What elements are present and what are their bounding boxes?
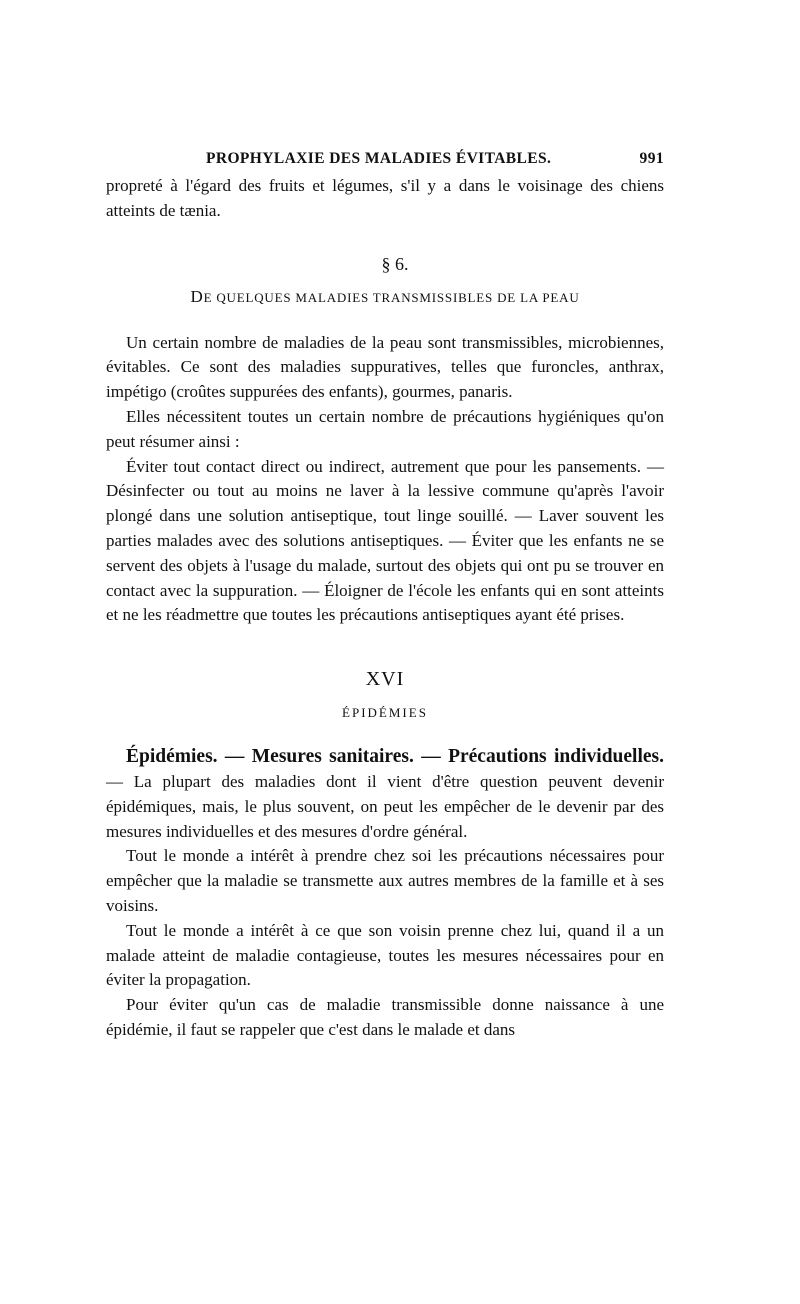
run-in-paragraph xyxy=(106,745,664,844)
running-header xyxy=(106,150,664,174)
running-title: PROPHYLAXIE DES MALADIES ÉVITABLES. xyxy=(206,150,552,167)
book-page xyxy=(106,150,664,1043)
chapter-title: ÉPIDÉMIES xyxy=(342,705,428,721)
run-in-text: — La plupart des maladies dont il vient d'être question peuvent devenir épidémiques, mais, le plus souvent, on peut les empêcher de le devenir par des mesures individuelles et des mesures d'ordre général. xyxy=(106,771,664,841)
section-heading-initial: D xyxy=(190,286,204,306)
paragraph: Tout le monde a intérêt à ce que son voisin prenne chez lui, quand il a un malade atteint de maladie contagieuse, toutes les mesures nécessaires pour en éviter la propagation. xyxy=(106,920,664,990)
page-number: 991 xyxy=(639,150,664,167)
paragraph: Éviter tout contact direct ou indirect, autrement que pour les pansements. — Désinfecter ou tout au moins ne laver à la lessive commune qu'après l'avoir plongé dans une solution antiseptique, tout linge souillé. — Laver souvent les parties malades avec des solutions antiseptiques. — Éviter que les enfants ne se servent des objets à l'usage du malade, surtout des objets qui ont pu se trouver en contact avec la suppuration. — Éloigner de l'école les enfants qui en sont atteints et ne les réadmettre que toutes les précautions antiseptiques ayant été prises. xyxy=(106,456,664,625)
paragraph: Elles nécessitent toutes un certain nombre de précautions hygiéniques qu'on peut résumer ainsi : xyxy=(106,406,664,451)
run-in-heading: Épidémies. — Mesures sanitaires. — Précautions individuelles. xyxy=(126,746,664,768)
continuation-paragraph: propreté à l'égard des fruits et légumes, s'il y a dans le voisinage des chiens atteints de tænia. xyxy=(106,176,664,220)
paragraph: Tout le monde a intérêt à prendre chez soi les précautions nécessaires pour empêcher que la maladie se transmette aux autres membres de la famille et à ses voisins. xyxy=(106,846,664,915)
paragraph: Pour éviter qu'un cas de maladie transmissible donne naissance à une épidémie, il faut se rappeler que c'est dans le malade et dans xyxy=(106,995,664,1039)
section-heading-text: E QUELQUES MALADIES TRANSMISSIBLES DE LA PEAU xyxy=(203,289,580,305)
section-mark: § 6. xyxy=(381,253,409,274)
paragraph: Un certain nombre de maladies de la peau sont transmissibles, microbiennes, évitables. Ce sont des maladies suppuratives, telles que furoncles, anthrax, impétigo (croûtes suppurées des enfants), gourmes, panaris. xyxy=(106,332,664,402)
section-heading xyxy=(106,287,664,307)
chapter-number: XVI xyxy=(365,668,405,691)
